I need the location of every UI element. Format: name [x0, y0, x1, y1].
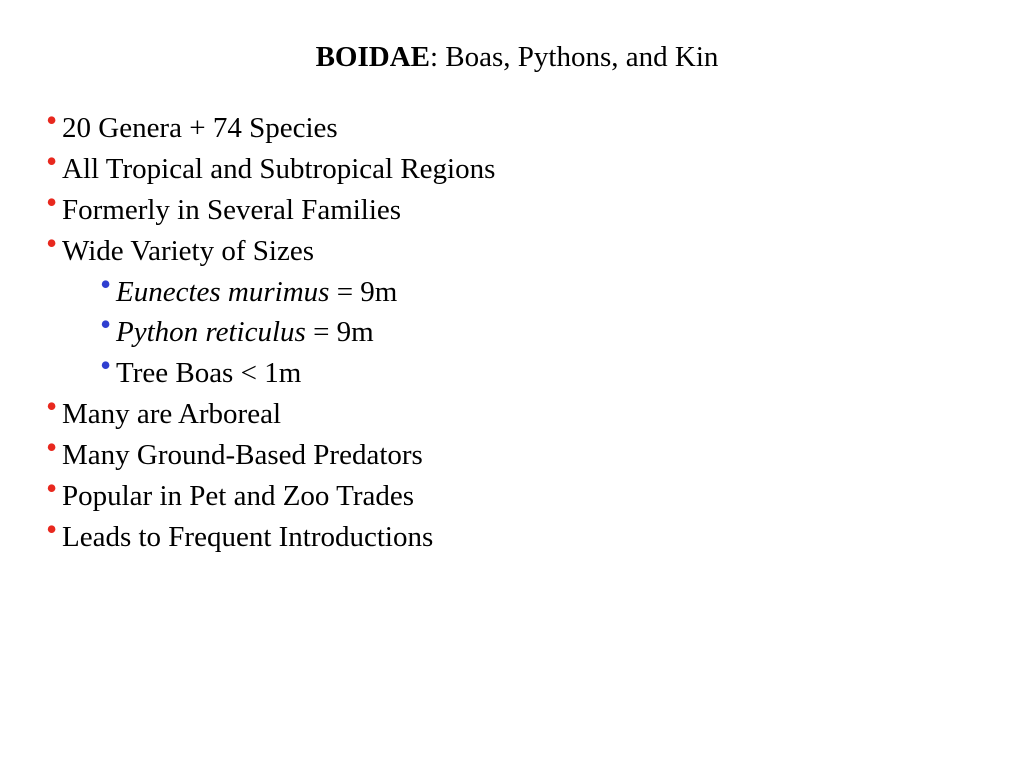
- bullet-item: [46, 429, 495, 476]
- bullet-text: Leads to Frequent Introductions: [62, 520, 434, 553]
- bullet-item: [46, 183, 495, 231]
- sub-bullet-item: [100, 265, 495, 313]
- sub-bullet-item: [100, 306, 495, 353]
- red-bullet-icon: •: [46, 429, 58, 466]
- sub-bullet-item: [100, 347, 495, 394]
- blue-bullet-icon: •: [100, 347, 112, 384]
- bullet-item: [46, 224, 495, 272]
- bullet-text: All Tropical and Subtropical Regions: [62, 152, 496, 185]
- blue-bullet-icon: •: [100, 265, 112, 302]
- red-bullet-icon: •: [46, 183, 58, 220]
- bullet-text: 20 Genera + 74 Species: [62, 112, 338, 144]
- species-name: Python reticulus: [116, 316, 306, 349]
- bullet-list: [46, 102, 496, 558]
- bullet-item: [46, 142, 496, 190]
- blue-bullet-icon: •: [100, 306, 112, 343]
- red-bullet-icon: •: [46, 224, 58, 261]
- bullet-item: [46, 510, 495, 558]
- red-bullet-icon: •: [46, 142, 58, 179]
- species-size: = 9m: [305, 316, 374, 349]
- bullet-text: Many are Arboreal: [62, 398, 282, 431]
- bullet-item: [46, 470, 495, 517]
- bullet-text: Tree Boas < 1m: [116, 357, 302, 390]
- red-bullet-icon: •: [46, 510, 58, 547]
- title-subtitle: : Boas, Pythons, and Kin: [430, 41, 719, 73]
- species-name: Eunectes murimus: [116, 275, 330, 308]
- bullet-text: Wide Variety of Sizes: [62, 234, 314, 267]
- red-bullet-icon: •: [46, 388, 58, 425]
- bullet-text: Formerly in Several Families: [62, 193, 402, 226]
- slide-title: [0, 40, 1024, 74]
- bullet-item: [46, 102, 495, 149]
- bullet-item: [46, 388, 495, 435]
- species-size: = 9m: [329, 275, 398, 308]
- red-bullet-icon: •: [46, 470, 58, 507]
- title-family-name: BOIDAE: [315, 41, 430, 73]
- bullet-text: Popular in Pet and Zoo Trades: [62, 480, 415, 513]
- bullet-text: Many Ground-Based Predators: [62, 439, 423, 472]
- red-bullet-icon: •: [46, 102, 58, 138]
